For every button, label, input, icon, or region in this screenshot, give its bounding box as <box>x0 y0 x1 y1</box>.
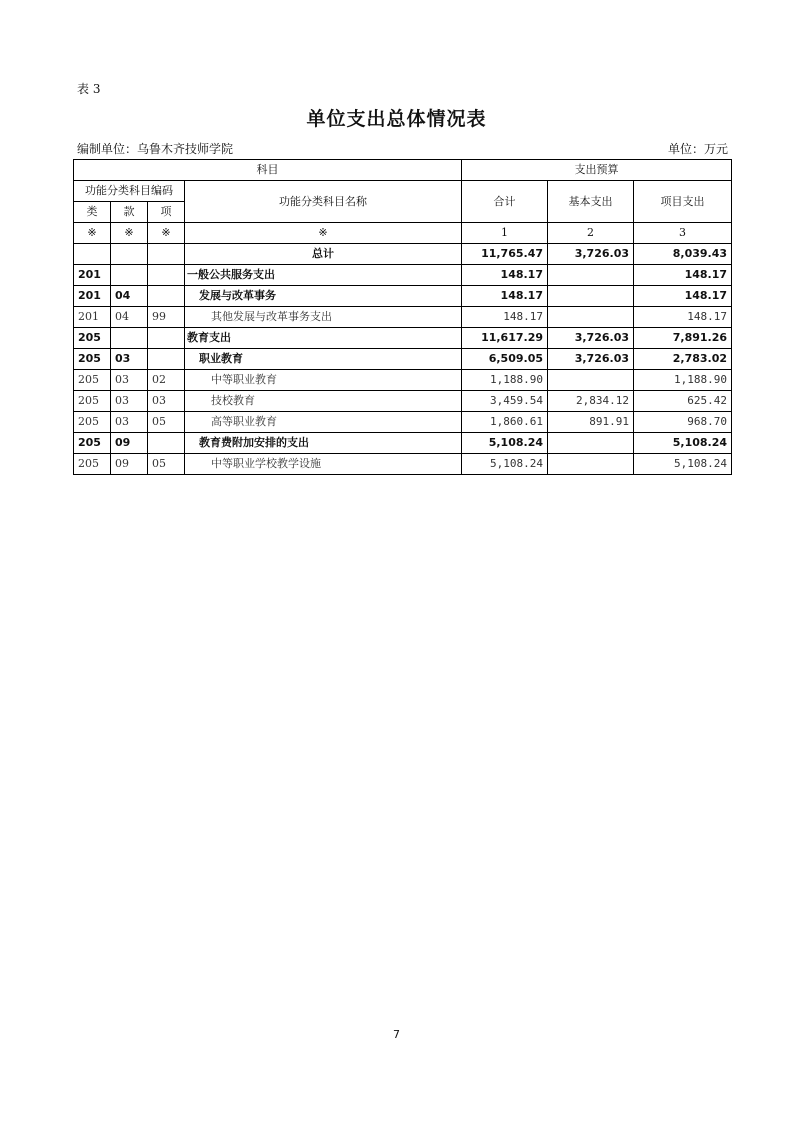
table-row <box>74 391 732 412</box>
cell-project: 148.17 <box>634 286 732 307</box>
table-header <box>74 160 732 244</box>
cell-xiang <box>148 244 185 265</box>
cell-project: 968.70 <box>634 412 732 433</box>
cell-kuan: 04 <box>111 307 148 328</box>
cell-total: 1,188.90 <box>462 370 548 391</box>
col-number-3: 3 <box>634 223 732 244</box>
cell-kuan: 03 <box>111 349 148 370</box>
mark-lei: ※ <box>74 223 111 244</box>
cell-lei: 201 <box>74 265 111 286</box>
table-row <box>74 349 732 370</box>
cell-lei: 205 <box>74 370 111 391</box>
table-row <box>74 454 732 475</box>
mark-name: ※ <box>185 223 462 244</box>
cell-xiang: 05 <box>148 412 185 433</box>
table-row <box>74 370 732 391</box>
header-subject: 科目 <box>74 160 462 181</box>
cell-name: 一般公共服务支出 <box>185 265 462 286</box>
table-row <box>74 265 732 286</box>
header-code-group: 功能分类科目编码 <box>74 181 185 202</box>
table-row <box>74 328 732 349</box>
cell-kuan <box>111 265 148 286</box>
cell-xiang: 05 <box>148 454 185 475</box>
cell-project: 2,783.02 <box>634 349 732 370</box>
table-row-total <box>74 244 732 265</box>
cell-lei: 205 <box>74 349 111 370</box>
table-row <box>74 412 732 433</box>
table-body <box>74 244 732 475</box>
page-title: 单位支出总体情况表 <box>306 108 487 130</box>
cell-xiang <box>148 349 185 370</box>
cell-kuan <box>111 328 148 349</box>
cell-basic <box>548 433 634 454</box>
cell-lei: 205 <box>74 412 111 433</box>
cell-name: 总计 <box>185 244 462 265</box>
header-lei: 类 <box>74 202 111 223</box>
cell-total: 148.17 <box>462 265 548 286</box>
cell-kuan: 03 <box>111 391 148 412</box>
mark-kuan: ※ <box>111 223 148 244</box>
cell-basic: 2,834.12 <box>548 391 634 412</box>
unit-label: 单位：万元 <box>667 142 728 156</box>
mark-xiang: ※ <box>148 223 185 244</box>
cell-lei: 201 <box>74 286 111 307</box>
header-budget: 支出预算 <box>462 160 732 181</box>
organization-label: 编制单位：乌鲁木齐技师学院 <box>77 142 234 156</box>
cell-basic <box>548 286 634 307</box>
cell-basic <box>548 307 634 328</box>
cell-name: 中等职业学校教学设施 <box>185 454 462 475</box>
cell-kuan: 03 <box>111 370 148 391</box>
cell-basic: 3,726.03 <box>548 328 634 349</box>
cell-xiang <box>148 265 185 286</box>
cell-name: 教育费附加安排的支出 <box>185 433 462 454</box>
cell-basic <box>548 370 634 391</box>
header-project: 项目支出 <box>634 181 732 223</box>
cell-name: 其他发展与改革事务支出 <box>185 307 462 328</box>
cell-kuan: 09 <box>111 433 148 454</box>
cell-total: 11,617.29 <box>462 328 548 349</box>
table-row <box>74 307 732 328</box>
cell-project: 7,891.26 <box>634 328 732 349</box>
cell-kuan: 04 <box>111 286 148 307</box>
cell-basic: 3,726.03 <box>548 244 634 265</box>
cell-total: 3,459.54 <box>462 391 548 412</box>
cell-name: 发展与改革事务 <box>185 286 462 307</box>
cell-basic: 891.91 <box>548 412 634 433</box>
cell-xiang <box>148 286 185 307</box>
table-number-label: 表 3 <box>77 82 101 96</box>
cell-xiang: 99 <box>148 307 185 328</box>
cell-project: 8,039.43 <box>634 244 732 265</box>
cell-total: 11,765.47 <box>462 244 548 265</box>
cell-lei: 201 <box>74 307 111 328</box>
cell-project: 5,108.24 <box>634 433 732 454</box>
cell-kuan: 03 <box>111 412 148 433</box>
header-total: 合计 <box>462 181 548 223</box>
header-xiang: 项 <box>148 202 185 223</box>
cell-basic <box>548 454 634 475</box>
cell-total: 148.17 <box>462 307 548 328</box>
page-number: 7 <box>393 1028 400 1041</box>
cell-project: 5,108.24 <box>634 454 732 475</box>
cell-lei: 205 <box>74 391 111 412</box>
cell-project: 1,188.90 <box>634 370 732 391</box>
cell-lei: 205 <box>74 454 111 475</box>
table-row <box>74 286 732 307</box>
expenditure-table <box>73 159 732 475</box>
cell-name: 技校教育 <box>185 391 462 412</box>
header-kuan: 款 <box>111 202 148 223</box>
cell-basic <box>548 265 634 286</box>
cell-project: 625.42 <box>634 391 732 412</box>
cell-name: 职业教育 <box>185 349 462 370</box>
cell-lei: 205 <box>74 328 111 349</box>
cell-kuan <box>111 244 148 265</box>
cell-project: 148.17 <box>634 307 732 328</box>
cell-kuan: 09 <box>111 454 148 475</box>
cell-xiang: 02 <box>148 370 185 391</box>
cell-name: 教育支出 <box>185 328 462 349</box>
cell-lei: 205 <box>74 433 111 454</box>
cell-xiang: 03 <box>148 391 185 412</box>
cell-project: 148.17 <box>634 265 732 286</box>
cell-xiang <box>148 328 185 349</box>
col-number-1: 1 <box>462 223 548 244</box>
cell-name: 中等职业教育 <box>185 370 462 391</box>
cell-total: 1,860.61 <box>462 412 548 433</box>
cell-total: 148.17 <box>462 286 548 307</box>
cell-basic: 3,726.03 <box>548 349 634 370</box>
cell-total: 6,509.05 <box>462 349 548 370</box>
header-name: 功能分类科目名称 <box>185 181 462 223</box>
cell-name: 高等职业教育 <box>185 412 462 433</box>
col-number-2: 2 <box>548 223 634 244</box>
cell-xiang <box>148 433 185 454</box>
cell-lei <box>74 244 111 265</box>
header-basic: 基本支出 <box>548 181 634 223</box>
table-row <box>74 433 732 454</box>
cell-total: 5,108.24 <box>462 454 548 475</box>
cell-total: 5,108.24 <box>462 433 548 454</box>
